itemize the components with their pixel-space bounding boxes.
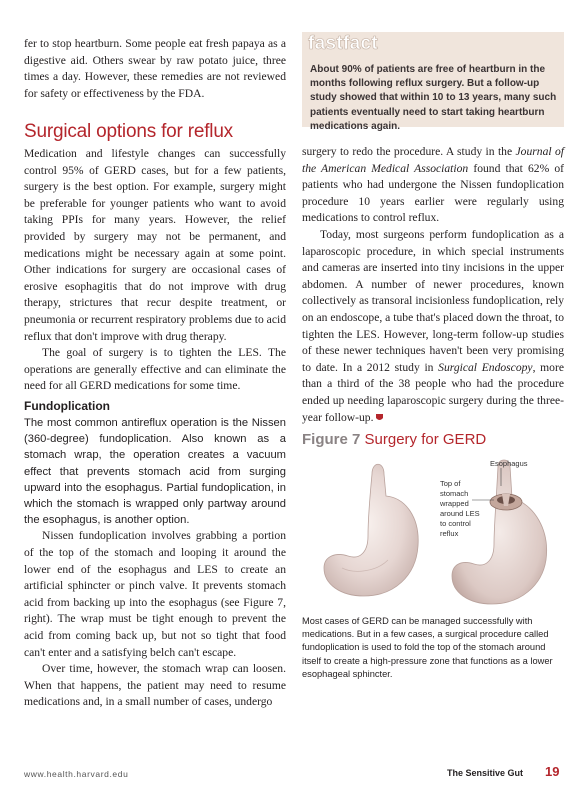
label-wrap-2: stomach: [440, 489, 469, 498]
fundoplication-paragraph-1: The most common antireflux operation is the Nissen (360-degree) fundoplication. Also known as a stomach wrap, the operation creates a vacuum effect that prevents stomach acid from surging upward into the esophagus. Partial fundoplication, in which the stomach is wrapped only partway around the esophagus, is another option.: [24, 417, 286, 527]
label-wrap-4: around LES: [440, 509, 480, 518]
fundoplication-paragraph-3: Over time, however, the stomach wrap can loosen. When that happens, the patient may need to resume medications and, in a small number of cases, undergo: [24, 662, 286, 709]
figure-heading: [302, 431, 486, 448]
fundoplication-paragraph-2: Nissen fundoplication involves grabbing a portion of the top of the stomach and looping it around the lower end of the esophagus and LES to create an artificial sphincter or pinch valve. It prevents stomach acid from backing up into the esophagus (see Figure 7, right). The wrap must be tight enough to prevent the acid from coming back up, but not so tight that food can't enter and a satisfying belch can't escape.: [24, 529, 286, 659]
label-esophagus: Esophagus: [490, 459, 528, 468]
fast-fact-title: [308, 33, 378, 55]
fast-fact-title-part1: fast: [308, 33, 343, 54]
footer-publication-title: The Sensitive Gut: [447, 768, 524, 778]
fast-fact-text: About 90% of patients are free of heartburn in the months following reflux surgery. But a follow-up study showed that within 10 to 13 years, many such patients eventually need to start taking heartburn medications again.: [310, 64, 557, 132]
right-paragraph-1: [302, 144, 564, 227]
right-paragraph-2: [302, 227, 564, 426]
figure-caption: Most cases of GERD can be managed successfully with medications. But in a few cases, a surgical procedure called fundoplication is used to fold the top of the stomach around itself to create a high-pressure zone that functions as a lower esophageal sphincter.: [302, 616, 553, 679]
fundoplication-subheading: Fundoplication: [24, 399, 110, 413]
fast-fact-box: [302, 32, 564, 132]
right-p2-part-a: Today, most surgeons perform fundoplication as a laparoscopic procedure, in which special instruments and cameras are inserted into tiny incisions in the upper abdomen. A number of newer procedures, known collectively as transoral incisionless fundoplication, rely on an endoscope, a tube that's placed down the throat, to tighten the LES. However, long-term follow-up studies of these newer techniques haven't been very promising to date. In a 2012 study in: [302, 227, 564, 374]
fundoplication-block: [24, 399, 286, 711]
section-body: [24, 146, 286, 395]
wrapped-stomach-shape: [452, 460, 547, 604]
right-p1-part-b: found that 62% of patients who had undergone the Nissen fundoplication procedure 10 years earlier were regularly using medications to control reflux.: [302, 161, 565, 225]
end-mark-icon: [376, 414, 383, 422]
intro-paragraph: fer to stop heartburn. Some people eat fresh papaya as a digestive aid. Others swear by raw potato juice, three times a day. However, these remedies are not reviewed for safety or effectiveness by the FDA.: [24, 37, 286, 100]
fast-fact-title-part2: fact: [343, 33, 378, 54]
section-paragraph-1: Medication and lifestyle changes can successfully control 95% of GERD cases, but for a few patients, surgery is the best option. For example, surgery might be preferable for younger patients who want to avoid taking PPIs for many years. However, the relief provided by surgery may not be permanent, and medications might be necessary again at some point. Other indications for surgery are occasional cases of erosive esophagitis that do not improve with drug therapy, strictures that recur despite treatment, or pneumonia or recurrent respiratory problems due to acid reflux that don't improve with drug therapy.: [24, 147, 286, 343]
right-column-text: [302, 144, 564, 426]
label-wrap-5: to control: [440, 519, 471, 528]
label-wrap-3: wrapped: [440, 499, 469, 508]
normal-stomach-shape: [324, 464, 418, 596]
footer-url[interactable]: www.health.harvard.edu: [24, 769, 129, 779]
right-p2-part-b: , more than a third of the 38 people who had the procedure ended up needing laparoscopic surgery during the three-year follow-up.: [302, 360, 564, 424]
jama-journal-name: Journal of the American Medical Association: [302, 145, 564, 175]
right-p1-part-a: surgery to redo the procedure. A study in the: [302, 145, 516, 158]
figure-number: Figure 7: [302, 431, 361, 448]
page-number: 19: [545, 764, 560, 779]
surgical-endoscopy-journal-name: Surgical Endoscopy: [438, 360, 533, 374]
section-title: Surgical options for reflux: [24, 121, 233, 142]
label-wrap-1: Top of: [440, 479, 461, 488]
label-wrap-6: reflux: [440, 529, 459, 538]
stomach-illustration: [302, 456, 564, 608]
section-paragraph-2: The goal of surgery is to tighten the LES. The operations are generally effective and can eliminate the need for all GERD medications for some time.: [24, 346, 286, 393]
figure-title: Surgery for GERD: [364, 431, 487, 448]
